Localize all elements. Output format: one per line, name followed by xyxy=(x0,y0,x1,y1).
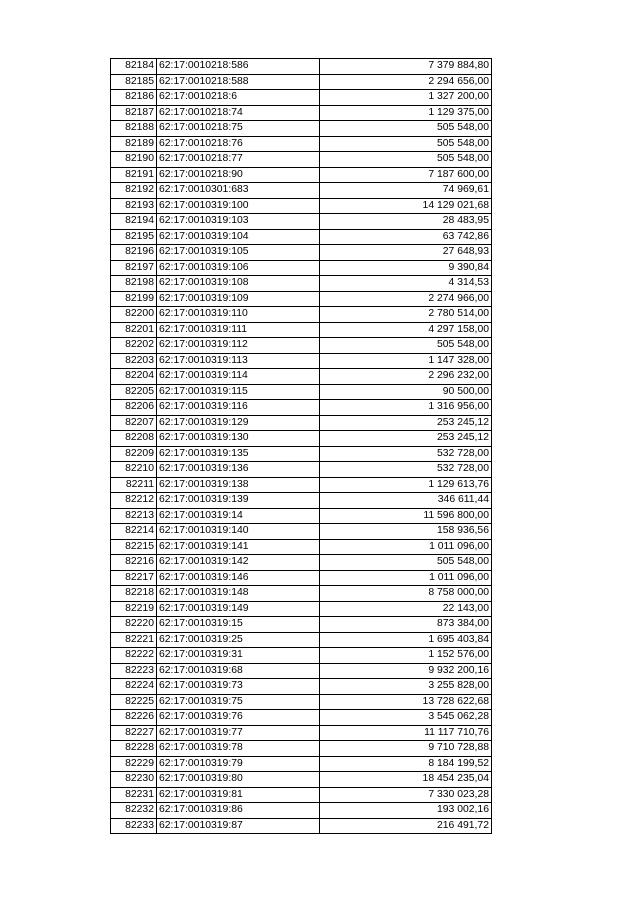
table-row xyxy=(111,136,492,152)
value-cell: 1 152 576,00 xyxy=(320,648,492,664)
row-number-cell: 82232 xyxy=(111,803,157,819)
value-cell: 1 129 375,00 xyxy=(320,105,492,121)
value-cell: 8 758 000,00 xyxy=(320,586,492,602)
table-row xyxy=(111,167,492,183)
value-cell: 505 548,00 xyxy=(320,555,492,571)
table-row xyxy=(111,338,492,354)
cadastral-number-cell: 62:17:0010218:90 xyxy=(157,167,320,183)
value-cell: 3 545 062,28 xyxy=(320,710,492,726)
table-row xyxy=(111,431,492,447)
row-number-cell: 82230 xyxy=(111,772,157,788)
value-cell: 90 500,00 xyxy=(320,384,492,400)
row-number-cell: 82208 xyxy=(111,431,157,447)
cadastral-number-cell: 62:17:0010301:683 xyxy=(157,183,320,199)
table-body xyxy=(111,59,492,834)
cadastral-number-cell: 62:17:0010319:80 xyxy=(157,772,320,788)
cadastral-number-cell: 62:17:0010319:31 xyxy=(157,648,320,664)
row-number-cell: 82217 xyxy=(111,570,157,586)
value-cell: 2 296 232,00 xyxy=(320,369,492,385)
cadastral-number-cell: 62:17:0010218:6 xyxy=(157,90,320,106)
cadastral-number-cell: 62:17:0010319:25 xyxy=(157,632,320,648)
cadastral-number-cell: 62:17:0010218:74 xyxy=(157,105,320,121)
row-number-cell: 82190 xyxy=(111,152,157,168)
cadastral-number-cell: 62:17:0010319:109 xyxy=(157,291,320,307)
cadastral-number-cell: 62:17:0010319:73 xyxy=(157,679,320,695)
value-cell: 63 742,86 xyxy=(320,229,492,245)
table-row xyxy=(111,90,492,106)
table-row xyxy=(111,756,492,772)
table-row xyxy=(111,570,492,586)
table-row xyxy=(111,276,492,292)
row-number-cell: 82205 xyxy=(111,384,157,400)
row-number-cell: 82184 xyxy=(111,59,157,75)
cadastral-number-cell: 62:17:0010319:146 xyxy=(157,570,320,586)
row-number-cell: 82210 xyxy=(111,462,157,478)
row-number-cell: 82207 xyxy=(111,415,157,431)
value-cell: 22 143,00 xyxy=(320,601,492,617)
value-cell: 9 932 200,16 xyxy=(320,663,492,679)
cadastral-number-cell: 62:17:0010319:78 xyxy=(157,741,320,757)
row-number-cell: 82192 xyxy=(111,183,157,199)
cadastral-number-cell: 62:17:0010319:116 xyxy=(157,400,320,416)
row-number-cell: 82193 xyxy=(111,198,157,214)
row-number-cell: 82231 xyxy=(111,787,157,803)
cadastral-number-cell: 62:17:0010319:148 xyxy=(157,586,320,602)
table-row xyxy=(111,679,492,695)
row-number-cell: 82225 xyxy=(111,694,157,710)
row-number-cell: 82202 xyxy=(111,338,157,354)
value-cell: 346 611,44 xyxy=(320,493,492,509)
row-number-cell: 82227 xyxy=(111,725,157,741)
table-row xyxy=(111,524,492,540)
value-cell: 7 379 884,80 xyxy=(320,59,492,75)
cadastral-value-table xyxy=(110,58,492,834)
value-cell: 9 390,84 xyxy=(320,260,492,276)
table-row xyxy=(111,477,492,493)
value-cell: 505 548,00 xyxy=(320,136,492,152)
cadastral-number-cell: 62:17:0010319:81 xyxy=(157,787,320,803)
value-cell: 7 187 600,00 xyxy=(320,167,492,183)
row-number-cell: 82203 xyxy=(111,353,157,369)
cadastral-number-cell: 62:17:0010319:113 xyxy=(157,353,320,369)
value-cell: 8 184 199,52 xyxy=(320,756,492,772)
row-number-cell: 82194 xyxy=(111,214,157,230)
row-number-cell: 82187 xyxy=(111,105,157,121)
value-cell: 873 384,00 xyxy=(320,617,492,633)
cadastral-number-cell: 62:17:0010319:100 xyxy=(157,198,320,214)
cadastral-number-cell: 62:17:0010319:140 xyxy=(157,524,320,540)
row-number-cell: 82185 xyxy=(111,74,157,90)
cadastral-number-cell: 62:17:0010319:141 xyxy=(157,539,320,555)
table-row xyxy=(111,400,492,416)
table-row xyxy=(111,384,492,400)
table-row xyxy=(111,322,492,338)
value-cell: 1 011 096,00 xyxy=(320,570,492,586)
cadastral-number-cell: 62:17:0010319:110 xyxy=(157,307,320,323)
table-row xyxy=(111,803,492,819)
row-number-cell: 82189 xyxy=(111,136,157,152)
table-row xyxy=(111,74,492,90)
cadastral-number-cell: 62:17:0010218:588 xyxy=(157,74,320,90)
cadastral-number-cell: 62:17:0010319:108 xyxy=(157,276,320,292)
table-row xyxy=(111,121,492,137)
row-number-cell: 82199 xyxy=(111,291,157,307)
row-number-cell: 82198 xyxy=(111,276,157,292)
table-row xyxy=(111,555,492,571)
cadastral-number-cell: 62:17:0010319:75 xyxy=(157,694,320,710)
cadastral-number-cell: 62:17:0010319:79 xyxy=(157,756,320,772)
cadastral-number-cell: 62:17:0010218:76 xyxy=(157,136,320,152)
value-cell: 2 294 656,00 xyxy=(320,74,492,90)
value-cell: 11 117 710,76 xyxy=(320,725,492,741)
value-cell: 74 969,61 xyxy=(320,183,492,199)
cadastral-number-cell: 62:17:0010319:139 xyxy=(157,493,320,509)
cadastral-number-cell: 62:17:0010319:104 xyxy=(157,229,320,245)
table-row xyxy=(111,307,492,323)
row-number-cell: 82233 xyxy=(111,818,157,834)
row-number-cell: 82214 xyxy=(111,524,157,540)
row-number-cell: 82223 xyxy=(111,663,157,679)
value-cell: 1 011 096,00 xyxy=(320,539,492,555)
table-row xyxy=(111,59,492,75)
value-cell: 9 710 728,88 xyxy=(320,741,492,757)
table-row xyxy=(111,462,492,478)
table-row xyxy=(111,369,492,385)
value-cell: 3 255 828,00 xyxy=(320,679,492,695)
table-row xyxy=(111,446,492,462)
value-cell: 253 245,12 xyxy=(320,415,492,431)
row-number-cell: 82213 xyxy=(111,508,157,524)
value-cell: 28 483,95 xyxy=(320,214,492,230)
value-cell: 505 548,00 xyxy=(320,121,492,137)
table-row xyxy=(111,198,492,214)
table-row xyxy=(111,291,492,307)
cadastral-number-cell: 62:17:0010319:130 xyxy=(157,431,320,447)
value-cell: 1 695 403,84 xyxy=(320,632,492,648)
cadastral-number-cell: 62:17:0010319:76 xyxy=(157,710,320,726)
value-cell: 4 314,53 xyxy=(320,276,492,292)
row-number-cell: 82186 xyxy=(111,90,157,106)
table-row xyxy=(111,493,492,509)
value-cell: 1 327 200,00 xyxy=(320,90,492,106)
row-number-cell: 82188 xyxy=(111,121,157,137)
cadastral-number-cell: 62:17:0010319:115 xyxy=(157,384,320,400)
value-cell: 7 330 023,28 xyxy=(320,787,492,803)
value-cell: 1 316 956,00 xyxy=(320,400,492,416)
row-number-cell: 82197 xyxy=(111,260,157,276)
cadastral-number-cell: 62:17:0010319:129 xyxy=(157,415,320,431)
value-cell: 1 147 328,00 xyxy=(320,353,492,369)
cadastral-number-cell: 62:17:0010319:106 xyxy=(157,260,320,276)
cadastral-number-cell: 62:17:0010218:77 xyxy=(157,152,320,168)
row-number-cell: 82204 xyxy=(111,369,157,385)
table-row xyxy=(111,818,492,834)
row-number-cell: 82229 xyxy=(111,756,157,772)
cadastral-number-cell: 62:17:0010319:138 xyxy=(157,477,320,493)
cadastral-number-cell: 62:17:0010319:87 xyxy=(157,818,320,834)
table-row xyxy=(111,772,492,788)
table-row xyxy=(111,617,492,633)
table-row xyxy=(111,741,492,757)
row-number-cell: 82206 xyxy=(111,400,157,416)
table-row xyxy=(111,725,492,741)
table-row xyxy=(111,586,492,602)
value-cell: 532 728,00 xyxy=(320,446,492,462)
value-cell: 4 297 158,00 xyxy=(320,322,492,338)
cadastral-number-cell: 62:17:0010319:14 xyxy=(157,508,320,524)
table-row xyxy=(111,539,492,555)
table-row xyxy=(111,632,492,648)
value-cell: 18 454 235,04 xyxy=(320,772,492,788)
row-number-cell: 82219 xyxy=(111,601,157,617)
value-cell: 1 129 613,76 xyxy=(320,477,492,493)
cadastral-number-cell: 62:17:0010319:112 xyxy=(157,338,320,354)
table-row xyxy=(111,601,492,617)
value-cell: 2 274 966,00 xyxy=(320,291,492,307)
row-number-cell: 82228 xyxy=(111,741,157,757)
value-cell: 253 245,12 xyxy=(320,431,492,447)
table-row xyxy=(111,353,492,369)
cadastral-number-cell: 62:17:0010319:142 xyxy=(157,555,320,571)
table-row xyxy=(111,105,492,121)
table-row xyxy=(111,694,492,710)
value-cell: 158 936,56 xyxy=(320,524,492,540)
value-cell: 14 129 021,68 xyxy=(320,198,492,214)
cadastral-number-cell: 62:17:0010319:111 xyxy=(157,322,320,338)
row-number-cell: 82211 xyxy=(111,477,157,493)
table-row xyxy=(111,415,492,431)
value-cell: 216 491,72 xyxy=(320,818,492,834)
row-number-cell: 82200 xyxy=(111,307,157,323)
table-row xyxy=(111,245,492,261)
table-row xyxy=(111,508,492,524)
table-row xyxy=(111,152,492,168)
row-number-cell: 82212 xyxy=(111,493,157,509)
row-number-cell: 82222 xyxy=(111,648,157,664)
cadastral-number-cell: 62:17:0010319:149 xyxy=(157,601,320,617)
cadastral-number-cell: 62:17:0010319:86 xyxy=(157,803,320,819)
row-number-cell: 82209 xyxy=(111,446,157,462)
row-number-cell: 82218 xyxy=(111,586,157,602)
table-row xyxy=(111,787,492,803)
cadastral-number-cell: 62:17:0010218:586 xyxy=(157,59,320,75)
value-cell: 2 780 514,00 xyxy=(320,307,492,323)
row-number-cell: 82196 xyxy=(111,245,157,261)
table-row xyxy=(111,710,492,726)
cadastral-number-cell: 62:17:0010319:15 xyxy=(157,617,320,633)
table-row xyxy=(111,229,492,245)
cadastral-number-cell: 62:17:0010319:105 xyxy=(157,245,320,261)
row-number-cell: 82215 xyxy=(111,539,157,555)
row-number-cell: 82195 xyxy=(111,229,157,245)
row-number-cell: 82220 xyxy=(111,617,157,633)
table-row xyxy=(111,648,492,664)
cadastral-number-cell: 62:17:0010319:114 xyxy=(157,369,320,385)
row-number-cell: 82221 xyxy=(111,632,157,648)
cadastral-number-cell: 62:17:0010319:135 xyxy=(157,446,320,462)
value-cell: 532 728,00 xyxy=(320,462,492,478)
table-row xyxy=(111,214,492,230)
value-cell: 13 728 622,68 xyxy=(320,694,492,710)
value-cell: 505 548,00 xyxy=(320,152,492,168)
value-cell: 11 596 800,00 xyxy=(320,508,492,524)
cadastral-number-cell: 62:17:0010319:103 xyxy=(157,214,320,230)
row-number-cell: 82191 xyxy=(111,167,157,183)
cadastral-number-cell: 62:17:0010319:77 xyxy=(157,725,320,741)
cadastral-number-cell: 62:17:0010218:75 xyxy=(157,121,320,137)
table-row xyxy=(111,260,492,276)
cadastral-number-cell: 62:17:0010319:68 xyxy=(157,663,320,679)
row-number-cell: 82226 xyxy=(111,710,157,726)
value-cell: 505 548,00 xyxy=(320,338,492,354)
table-row xyxy=(111,183,492,199)
row-number-cell: 82201 xyxy=(111,322,157,338)
table-row xyxy=(111,663,492,679)
value-cell: 27 648,93 xyxy=(320,245,492,261)
value-cell: 193 002,16 xyxy=(320,803,492,819)
row-number-cell: 82216 xyxy=(111,555,157,571)
row-number-cell: 82224 xyxy=(111,679,157,695)
cadastral-number-cell: 62:17:0010319:136 xyxy=(157,462,320,478)
